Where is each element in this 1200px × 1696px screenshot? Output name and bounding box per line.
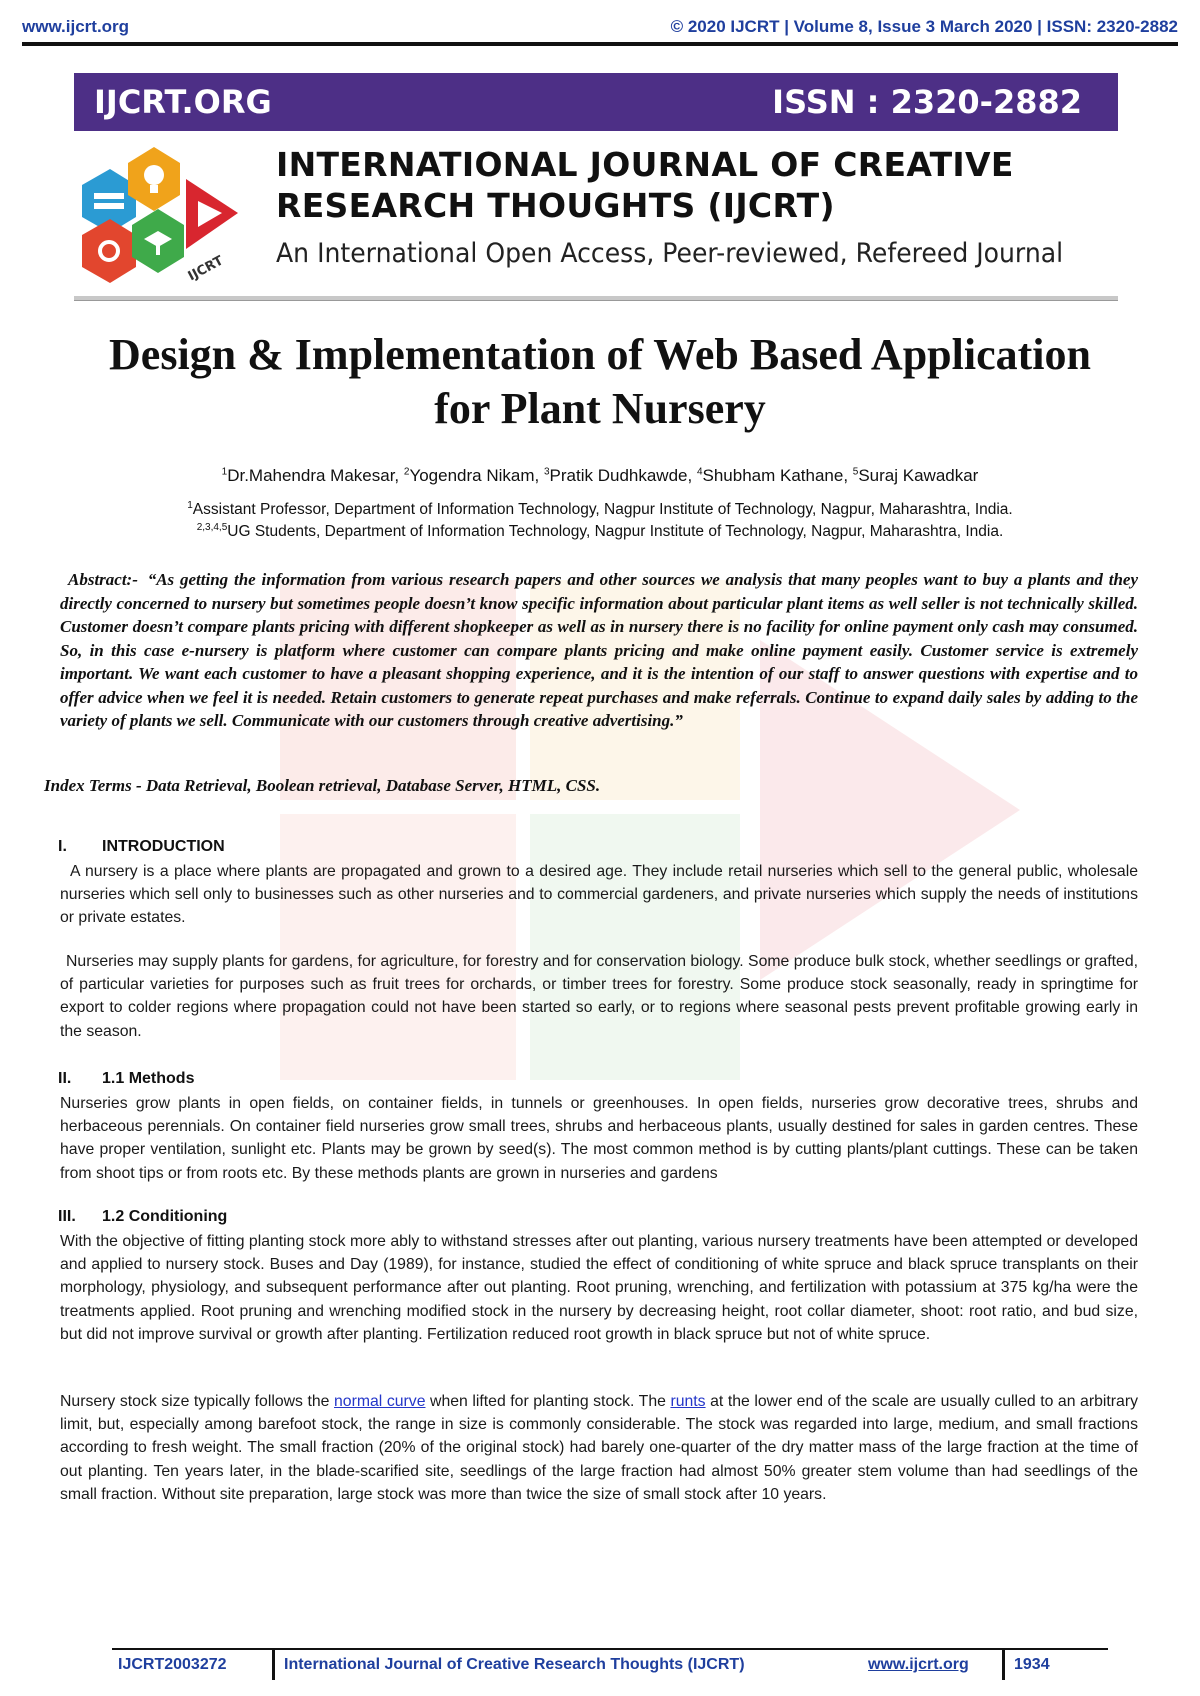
footer-page-number: 1934 xyxy=(1014,1656,1050,1673)
author-sup: 3 xyxy=(543,466,550,478)
affiliation-2 xyxy=(40,522,1160,541)
masthead-band xyxy=(74,73,1118,131)
section-title: 1.2 Conditioning xyxy=(102,1208,228,1225)
paper-title xyxy=(40,328,1160,436)
footer-site-link[interactable]: www.ijcrt.org xyxy=(868,1656,969,1673)
conditioning-paragraph: With the objective of fitting planting stock more ably to withstand stresses after out planting, various nursery treatments have been attempted or developed and applied to nursery stock. Buses and Day (1989), for instance, studied the effect of conditioning of white spruce and black spruce transplants on their morphology, physiology, and subsequent performance after out planting. Root pruning, wrenching, and fertilization with potassium at 375 kg/ha were the treatments applied. Root pruning and wrenching modified stock in the nursery by decreasing height, root collar diameter, shoot: root ratio, and bud size, but did not improve survival or growth after planting. Fertilization reduced root growth in black spruce but not of white spruce. xyxy=(60,1233,1138,1343)
masthead-issn: ISSN : 2320-2882 xyxy=(772,83,1082,121)
author-name: Suraj Kawadkar xyxy=(858,466,979,485)
intro-paragraph-1: A nursery is a place where plants are propagated and grown to a desired age. They include retail nurseries which sell to the general public, wholesale nurseries which sell only to businesses such as other nurseries and to commercial gardeners, and private nurseries which supply the needs of institutions or private estates. xyxy=(60,863,1138,927)
affiliation-sup: 1 xyxy=(187,500,193,511)
affiliation-text: UG Students, Department of Information Technology, Nagpur Institute of Technology, Nagpur, Maharashtra, India. xyxy=(227,523,1004,541)
author-name: Shubham Kathane, xyxy=(702,466,853,485)
author-name: Dr.Mahendra Makesar, xyxy=(227,466,404,485)
abstract-text: “As getting the information from various research papers and other sources we analysis that many peoples want to buy a plants and they directly concerned to nursery but sometimes people doesn’t know specific information about particular plant items as well seller is not technically skilled. Customer doesn’t compare plants pricing with different shopkeeper as well as in nursery there is no facility for online payment only cash may consumed. So, in this case e-nursery is platform where customer can compare plants pricing and make online payment easily. Customer service is extremely important. We want each customer to have a pleasant shopping experience, and it is the intention of our staff to answer questions with expertise and to offer advice when we feel it is needed. Retain customers to generate repeat purchases and make referrals. Continue to expand daily sales by adding to the variety of plants we sell. Communicate with our customers through creative advertising.” xyxy=(60,570,1139,730)
section-heading-methods xyxy=(58,1070,194,1088)
section-title: 1.1 Methods xyxy=(102,1070,195,1087)
methods-paragraph: Nurseries grow plants in open fields, on container fields, in tunnels or greenhouses. In open fields, nurseries grow decorative trees, shrubs and herbaceous perennials. On container field nurseries grow small trees, shrubs and herbaceous plants, usually destined for sales in garden centres. These have proper ventilation, sunlight etc. Plants may be grown by seed(s). The most common method is by cutting plants/plant cuttings. These can be taken from shoot tips or from roots etc. By these methods plants are grown in nurseries and gardens xyxy=(60,1095,1138,1182)
footer-divider xyxy=(1002,1650,1005,1680)
page-footer xyxy=(112,1648,1108,1680)
paragraph-text: when lifted for planting stock. The xyxy=(425,1393,671,1410)
runts-link[interactable]: runts xyxy=(670,1393,706,1410)
author-name: Yogendra Nikam, xyxy=(409,466,544,485)
journal-name-line1: INTERNATIONAL JOURNAL OF CREATIVE xyxy=(276,145,1014,184)
author-sup: 2 xyxy=(403,466,410,478)
running-header xyxy=(22,12,1178,46)
author-sup: 5 xyxy=(852,466,859,478)
intro-paragraph-2: Nurseries may supply plants for gardens, for agriculture, for forestry and for conservation biology. Some produce bulk stock, whether seedlings or grafted, of particular varieties for purposes such as fruit trees for orchards, or timber trees for forestry. Some produce stock seasonally, ready in springtime for export to colder regions where propagation could not have been started so early, or to regions where seasonal pests prevent profitable growing early in the season. xyxy=(60,953,1138,1040)
abstract xyxy=(60,568,1138,733)
logo-wordmark: IJCRT xyxy=(185,253,226,285)
journal-tagline: An International Open Access, Peer-reviewed, Refereed Journal xyxy=(276,238,1064,269)
journal-name-line2: RESEARCH THOUGHTS (IJCRT) xyxy=(276,186,835,225)
section-number: I. xyxy=(58,838,67,855)
affiliation-sup: 2,3,4,5 xyxy=(196,522,228,533)
header-issue-info: © 2020 IJCRT | Volume 8, Issue 3 March 2020 | ISSN: 2320-2882 xyxy=(670,17,1178,36)
section-heading-conditioning xyxy=(58,1208,227,1226)
masthead-site: IJCRT.ORG xyxy=(94,83,272,121)
affiliation-1 xyxy=(40,500,1160,519)
author-sup: 1 xyxy=(221,466,228,478)
author-sup: 4 xyxy=(696,466,703,478)
paper-title-line1: Design & Implementation of Web Based Application xyxy=(109,330,1091,379)
index-terms: Index Terms - Data Retrieval, Boolean retrieval, Database Server, HTML, CSS. xyxy=(44,776,601,795)
normal-curve-link[interactable]: normal curve xyxy=(334,1393,426,1410)
abstract-label: Abstract:- xyxy=(68,570,138,589)
journal-name xyxy=(276,144,1014,226)
paragraph-text: Nursery stock size typically follows the xyxy=(60,1393,335,1410)
section-title: INTRODUCTION xyxy=(102,838,225,855)
author-name: Pratik Dudhkawde, xyxy=(549,466,697,485)
ijcrt-logo-icon xyxy=(74,143,284,288)
footer-paper-id: IJCRT2003272 xyxy=(118,1656,227,1673)
section-number: II. xyxy=(58,1070,72,1087)
section-number: III. xyxy=(58,1208,76,1225)
paper-title-line2: for Plant Nursery xyxy=(434,384,766,433)
footer-journal-name: International Journal of Creative Research Thoughts (IJCRT) xyxy=(284,1656,745,1673)
author-list xyxy=(40,466,1160,486)
masthead-divider xyxy=(74,296,1118,301)
affiliation-text: Assistant Professor, Department of Information Technology, Nagpur Institute of Technology, Nagpur, Maharashtra, India. xyxy=(192,501,1013,519)
section-heading-introduction xyxy=(58,838,225,856)
footer-divider xyxy=(272,1650,275,1680)
paragraph-text: at the lower end of the scale are usually culled to an arbitrary limit, but, especially among barefoot stock, the range in size is commonly considerable. The stock was regarded into large, medium, and small fractions according to fresh weight. The small fraction (20% of the original stock) had barely one-quarter of the dry matter mass of the large fraction at the time of out planting. Ten years later, in the blade-scarified site, seedlings of the large fraction had almost 50% greater stem volume than had seedlings of the small fraction. Without site preparation, large stock was more than twice the size of small stock after 10 years. xyxy=(60,1393,1138,1503)
header-site-link[interactable]: www.ijcrt.org xyxy=(22,17,130,36)
stock-size-paragraph xyxy=(60,1390,1138,1506)
